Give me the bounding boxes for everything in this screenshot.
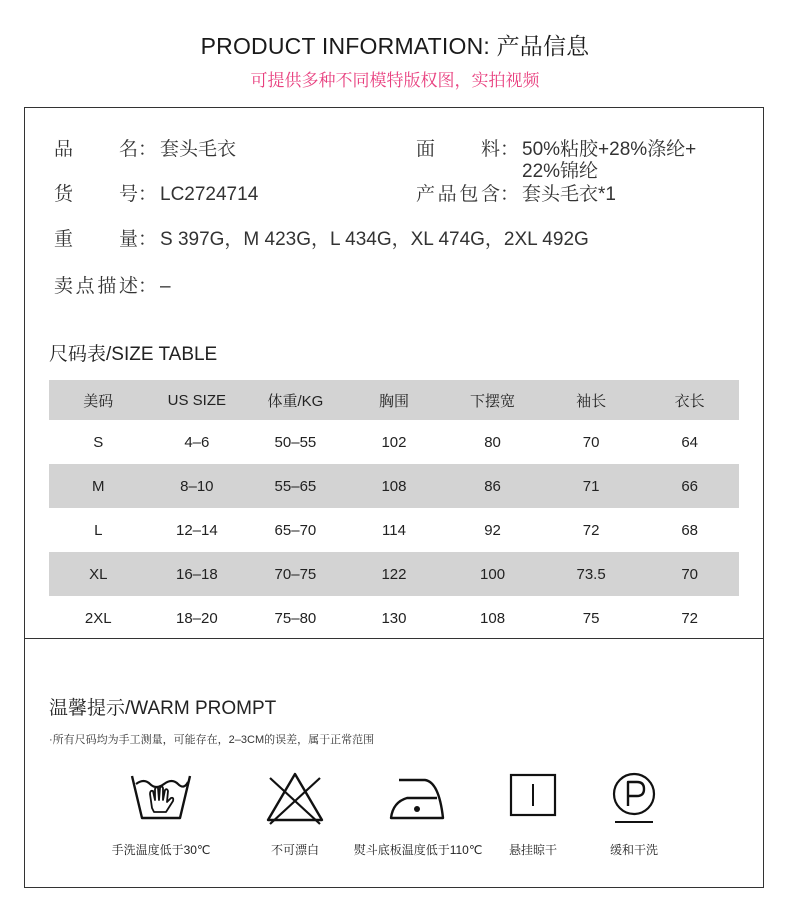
table-cell: XL (49, 552, 148, 596)
info-fabric-label: 面料 (416, 139, 500, 160)
info-weight-row: 重量： S 397G，M 423G，L 434G，XL 474G，2XL 492G (54, 229, 589, 250)
header-cell: 美码 (49, 380, 148, 420)
table-cell: 70 (582, 433, 600, 451)
table-row (49, 464, 739, 508)
table-cell: 102 (381, 433, 407, 451)
header-cell: 下摆宽 (443, 380, 542, 420)
care-label-hand-wash: 手洗温度低于30℃ (111, 843, 211, 857)
table-cell: 108 (480, 609, 506, 627)
table-cell: 71 (542, 464, 641, 508)
info-sku-value: LC2724714 (160, 184, 259, 205)
dry-clean-p-icon (610, 770, 658, 828)
measurement-note: ·所有尺码均为手工测量，可能存在，2–3CM的误差，属于正常范围 (49, 734, 375, 746)
table-cell: S (93, 433, 104, 451)
table-cell: 70 (640, 552, 739, 596)
table-cell: 64 (681, 433, 699, 451)
table-cell: L (94, 521, 103, 539)
table-row (49, 420, 739, 464)
table-cell: 2XL (84, 609, 112, 627)
info-includes-value: 套头毛衣*1 (522, 184, 616, 205)
table-cell: 122 (345, 552, 444, 596)
hand-wash-icon (130, 770, 192, 826)
info-weight-value: S 397G，M 423G，L 434G，XL 474G，2XL 492G (160, 229, 589, 250)
table-row (49, 596, 739, 640)
table-cell: 50–55 (274, 433, 317, 451)
care-label-dry-clean: 缓和干洗 (609, 843, 658, 857)
table-cell: 108 (345, 464, 444, 508)
table-row (49, 508, 739, 552)
info-selling-row: 卖点描述： – (54, 276, 171, 297)
table-cell: 80 (484, 433, 501, 451)
header-cell: 体重/KG (246, 380, 345, 420)
table-cell: 55–65 (246, 464, 345, 508)
info-name-row: 品名： 套头毛衣 (54, 139, 237, 160)
care-label-hang-dry: 悬挂晾干 (508, 843, 557, 857)
table-cell: 75 (582, 609, 600, 627)
header-cell: 袖长 (542, 380, 641, 420)
table-row (49, 552, 739, 596)
info-name-value: 套头毛衣 (160, 139, 237, 160)
table-cell: 72 (681, 609, 699, 627)
table-cell: 66 (640, 464, 739, 508)
size-table-header-row (49, 380, 739, 420)
size-table-title: 尺码表/SIZE TABLE (49, 344, 218, 365)
header-cell: US SIZE (148, 380, 247, 420)
info-fabric-value: 50%粘胶+28%涤纶+ 22%锦纶 (522, 139, 697, 182)
info-selling-label: 卖点描述 (54, 276, 138, 297)
table-cell: 92 (484, 521, 501, 539)
table-cell: 72 (582, 521, 600, 539)
table-cell: 8–10 (148, 464, 247, 508)
table-cell: 16–18 (148, 552, 247, 596)
table-cell: 18–20 (175, 609, 218, 627)
hang-dry-icon (508, 770, 558, 820)
table-cell: 65–70 (274, 521, 317, 539)
care-label-iron: 熨斗底板温度低于110℃ (353, 843, 483, 857)
header-cell: 胸围 (345, 380, 444, 420)
info-includes-row: 产品包含： 套头毛衣*1 (416, 184, 616, 205)
info-sku-label: 货号 (54, 184, 138, 205)
table-cell: 12–14 (175, 521, 218, 539)
info-fabric-row: 面料： 50%粘胶+28%涤纶+ 22%锦纶 (416, 139, 697, 182)
page-subtitle: 可提供多种不同模特版权图，实拍视频 (250, 71, 540, 90)
info-includes-label: 产品包含 (416, 184, 500, 205)
iron-icon (387, 770, 447, 826)
table-cell: 75–80 (274, 609, 317, 627)
table-cell: 114 (382, 521, 406, 539)
table-cell: 73.5 (542, 552, 641, 596)
table-cell: 4–6 (184, 433, 210, 451)
table-cell: 86 (443, 464, 542, 508)
no-bleach-icon (265, 770, 325, 826)
table-cell: 70–75 (246, 552, 345, 596)
info-weight-label: 重量 (54, 229, 138, 250)
table-cell: 100 (443, 552, 542, 596)
size-table (49, 380, 739, 640)
care-label-no-bleach: 不可漂白 (270, 843, 319, 857)
table-cell: 68 (681, 521, 699, 539)
info-sku-row: 货号： LC2724714 (54, 184, 259, 205)
info-selling-value: – (160, 276, 171, 297)
header-cell: 衣长 (640, 380, 739, 420)
table-cell: M (49, 464, 148, 508)
table-cell: 130 (381, 609, 407, 627)
page-title: PRODUCT INFORMATION: 产品信息 (200, 33, 590, 59)
warm-prompt-title: 温馨提示/WARM PROMPT (49, 698, 277, 719)
info-name-label: 品名 (54, 139, 138, 160)
